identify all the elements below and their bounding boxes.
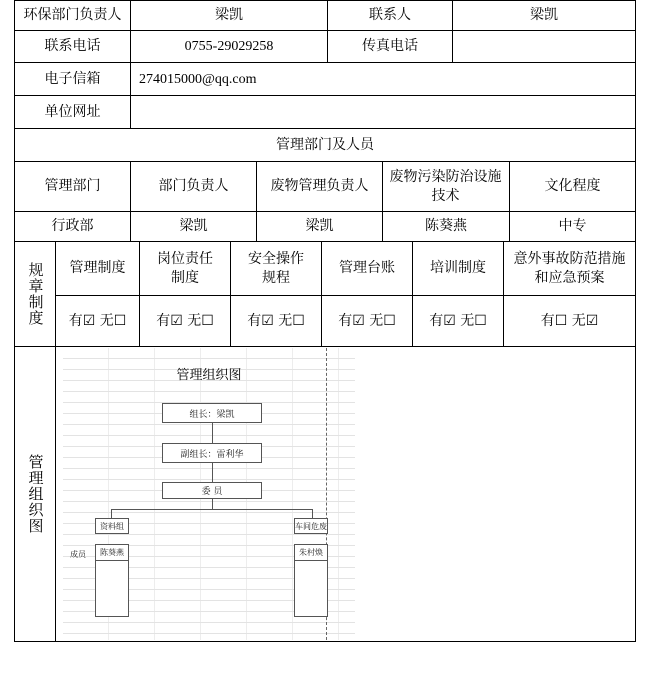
dept-head-header: 部门负责人 xyxy=(158,178,229,194)
rule-header-management: 管理制度 xyxy=(69,260,126,276)
org-left-group-box: 资料组 xyxy=(95,518,129,534)
org-leader-box: 组长：梁凯 xyxy=(162,403,262,423)
rule-header-safety: 安全操作规程 xyxy=(248,250,304,286)
org-chart-image xyxy=(63,348,355,640)
rule-header-emergency: 意外事故防范措施和应急预案 xyxy=(513,250,626,286)
waste-head-value: 梁凯 xyxy=(305,218,334,234)
org-left-member-box xyxy=(95,544,129,617)
dept-head-value: 梁凯 xyxy=(179,218,208,234)
rules-side-label: 规章制度 xyxy=(26,262,45,326)
dept-header: 管理部门 xyxy=(44,178,101,194)
env-head-value: 梁凯 xyxy=(215,7,243,23)
email-label: 电子信箱 xyxy=(44,70,101,87)
fax-label: 传真电话 xyxy=(362,38,418,54)
contact-label: 联系人 xyxy=(369,7,411,23)
org-member-box: 委 员 xyxy=(162,482,262,499)
phone-value: 0755-29029258 xyxy=(184,39,274,54)
phone-label: 联系电话 xyxy=(44,38,101,54)
org-left-member: 陈葵燕 xyxy=(96,545,128,561)
section-title: 管理部门及人员 xyxy=(276,136,374,153)
website-value xyxy=(131,96,635,128)
tech-header: 废物污染防治设施技术 xyxy=(389,168,502,204)
org-title: 管理组织图 xyxy=(176,368,242,383)
website-label: 单位网址 xyxy=(44,103,101,120)
email-value: 274015000@qq.com xyxy=(139,71,257,87)
org-right-member: 朱村焕 xyxy=(295,545,327,561)
dept-value: 行政部 xyxy=(51,218,94,234)
rule-header-post-duty: 岗位责任制度 xyxy=(157,250,213,286)
tech-value: 陈葵燕 xyxy=(425,218,467,234)
rule-value-emergency: 有☐ 无☑ xyxy=(540,312,599,329)
rule-value-safety: 有☑ 无☐ xyxy=(247,312,305,329)
education-header: 文化程度 xyxy=(544,178,601,194)
rule-value-ledger: 有☑ 无☐ xyxy=(338,312,396,329)
rule-value-training: 有☑ 无☐ xyxy=(429,312,487,329)
contact-value: 梁凯 xyxy=(530,7,558,23)
rule-header-ledger: 管理台账 xyxy=(339,260,395,276)
org-right-member-box xyxy=(294,544,328,617)
rule-value-post-duty: 有☑ 无☐ xyxy=(156,312,214,329)
fax-value xyxy=(453,31,635,62)
rule-header-training: 培训制度 xyxy=(430,260,486,276)
education-value: 中专 xyxy=(558,218,587,234)
waste-head-header: 废物管理负责人 xyxy=(270,178,369,194)
rule-value-management: 有☑ 无☐ xyxy=(68,312,127,329)
org-side-label: 管理组织图 xyxy=(26,454,45,534)
env-head-label: 环保部门负责人 xyxy=(23,7,122,23)
org-vice-leader-box: 副组长：雷利华 xyxy=(162,443,262,463)
org-members-label: 成员 xyxy=(70,550,86,559)
org-right-group-box: 车间危废 xyxy=(294,518,328,534)
